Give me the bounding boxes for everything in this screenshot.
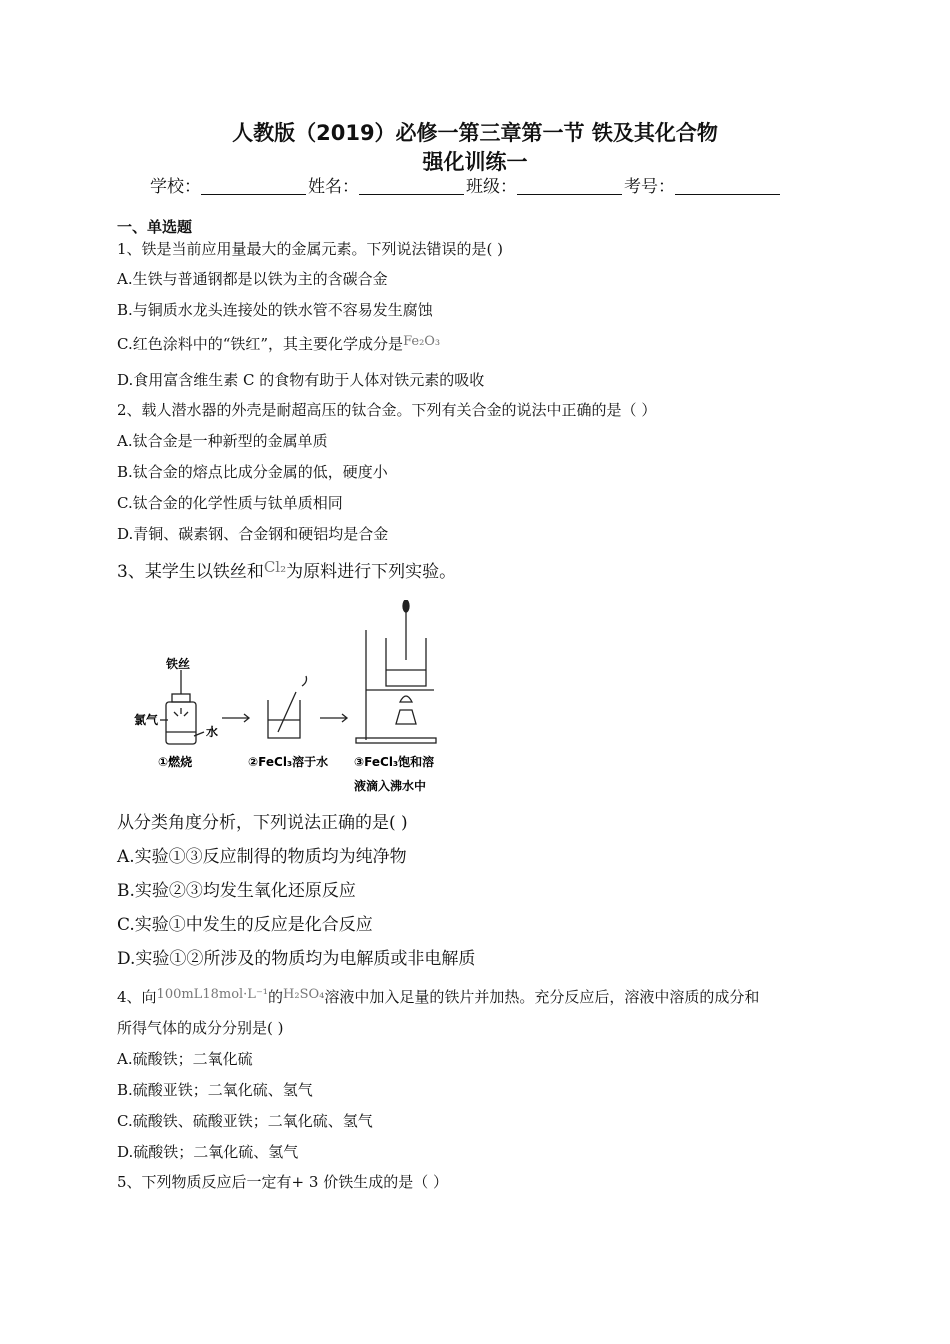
- q2-option-a: A.钛合金是一种新型的金属单质: [117, 432, 328, 450]
- name-label: 姓名：: [308, 177, 359, 197]
- burner: [396, 710, 416, 724]
- q4-formula-1: 100mL18mol·L⁻¹: [156, 987, 269, 1002]
- q3-stem-text-2: 为原料进行下列实验。: [286, 562, 457, 582]
- caption-3a: ③FeCl₃饱和溶: [354, 755, 435, 769]
- q1-option-c-text: C.红色涂料中的“铁红”，其主要化学成分是: [117, 335, 404, 353]
- q3-option-d: D.实验①②所涉及的物质均为电解质或非电解质: [117, 949, 476, 969]
- q1-formula: Fe₂O₃: [403, 334, 441, 349]
- q3-option-a: A.实验①③反应制得的物质均为纯净物: [117, 847, 407, 867]
- name-blank: [359, 178, 464, 195]
- q4-option-d: D.硫酸铁；二氧化硫、氢气: [117, 1143, 299, 1161]
- glass-rod: [278, 692, 296, 732]
- experiment-figure: [130, 600, 460, 800]
- label-wire: 铁丝: [166, 657, 191, 671]
- q4-stem: [117, 986, 759, 1007]
- school-blank: [201, 178, 306, 195]
- section-heading: 一、单选题: [117, 218, 193, 236]
- label-water: 水: [206, 725, 219, 739]
- q1-stem: 1、铁是当前应用量最大的金属元素。下列说法错误的是( ): [117, 240, 504, 258]
- class-label: 班级：: [466, 177, 517, 197]
- q4-formula-2: H₂SO₄: [283, 987, 325, 1002]
- q2-stem: 2、载人潜水器的外壳是耐超高压的钛合金。下列有关合金的说法中正确的是（ ）: [117, 401, 657, 419]
- q3-option-c: C.实验①中发生的反应是化合反应: [117, 915, 373, 935]
- school-label: 学校：: [150, 177, 201, 197]
- caption-2: ②FeCl₃溶于水: [248, 755, 329, 769]
- q4-stem-mid: 的: [268, 988, 284, 1006]
- q5-stem: 5、下列物质反应后一定有+ 3 价铁生成的是（ ）: [117, 1173, 448, 1191]
- q2-option-b: B.钛合金的熔点比成分金属的低，硬度小: [117, 463, 388, 481]
- document-title: 人教版（2019）必修一第三章第一节 铁及其化合物: [232, 121, 718, 145]
- flame: [400, 696, 412, 702]
- q4-option-c: C.硫酸铁、硫酸亚铁；二氧化硫、氢气: [117, 1112, 373, 1130]
- class-blank: [517, 178, 622, 195]
- q2-option-c: C.钛合金的化学性质与钛单质相同: [117, 494, 343, 512]
- q3-stem-text: 3、某学生以铁丝和: [117, 562, 264, 582]
- q4-stem-line2: 所得气体的成分分别是( ): [117, 1019, 284, 1037]
- q4-option-b: B.硫酸亚铁；二氧化硫、氢气: [117, 1081, 313, 1099]
- spark-lines: [174, 708, 188, 716]
- q3-stem: [117, 557, 456, 582]
- document-subtitle: 强化训练一: [422, 150, 528, 174]
- student-info-row: [150, 172, 782, 197]
- q1-option-c: [117, 333, 440, 354]
- q1-option-a: A.生铁与普通钢都是以铁为主的含碳合金: [117, 270, 388, 288]
- q4-option-a: A.硫酸铁；二氧化硫: [117, 1050, 253, 1068]
- q3-prompt: 从分类角度分析，下列说法正确的是( ): [117, 813, 408, 833]
- q4-stem-text: 4、向: [117, 988, 157, 1006]
- caption-3b: 液滴入沸水中: [354, 779, 427, 793]
- q2-option-d: D.青铜、碳素钢、合金钢和硬铝均是合金: [117, 525, 389, 543]
- q3-option-b: B.实验②③均发生氧化还原反应: [117, 881, 356, 901]
- bottle-neck: [172, 694, 190, 702]
- q1-option-d: D.食用富含维生素 C 的食物有助于人体对铁元素的吸收: [117, 371, 485, 389]
- caption-1: ①燃烧: [158, 755, 193, 769]
- q1-option-b: B.与铜质水龙头连接处的铁水管不容易发生腐蚀: [117, 301, 433, 319]
- number-label: 考号：: [624, 177, 675, 197]
- q4-stem-text-2: 溶液中加入足量的铁片并加热。充分反应后，溶液中溶质的成分和: [324, 988, 760, 1006]
- label-chlorine: 氯气: [134, 713, 159, 727]
- q3-formula: Cl₂: [263, 558, 287, 576]
- stand-base: [356, 738, 436, 743]
- number-blank: [675, 178, 780, 195]
